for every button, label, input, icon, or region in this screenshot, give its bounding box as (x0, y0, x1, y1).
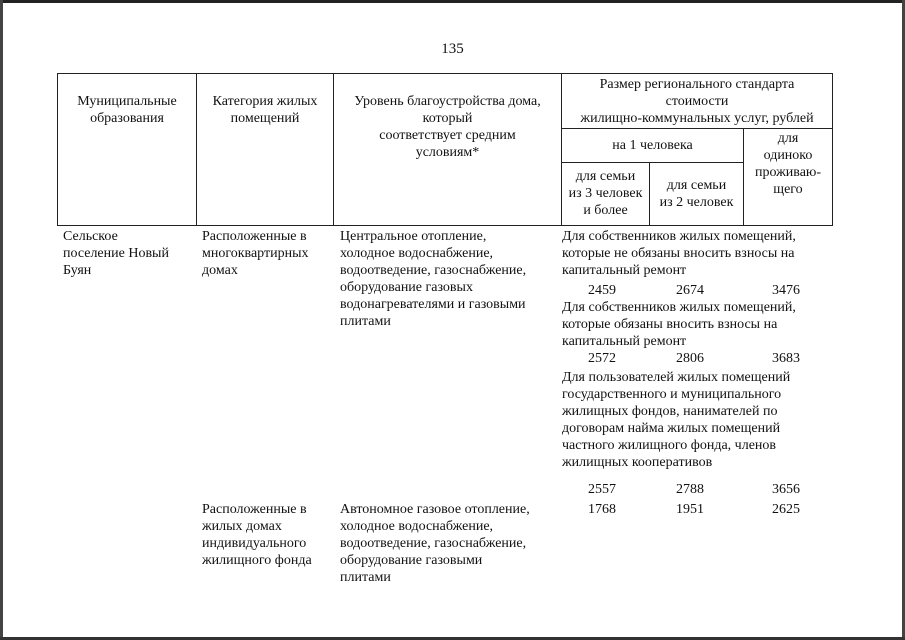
row2-value-family3: 1768 (588, 502, 616, 517)
category-individual-houses: Расположенные в жилых домах индивидуального жилищного фонда (202, 502, 312, 568)
row2-value-family2: 1951 (676, 502, 704, 517)
page-number: 135 (441, 41, 464, 57)
municipality-cell: Сельское поселение Новый Буян (63, 229, 169, 278)
header-family-3: для семьи из 3 человек и более (568, 169, 643, 218)
group2-description: Для собственников жилых помещений, которые обязаны вносить взносы на капитальный ремонт (562, 300, 796, 349)
header-improvement-level: Уровень благоустройства дома, который соответствует средним условиям* (354, 94, 541, 160)
header-standard-size: Размер регионального стандарта стоимости жилищно-коммунальных услуг, рублей (580, 77, 814, 126)
group3-value-single: 3656 (772, 482, 800, 497)
scan-left-edge (0, 0, 3, 640)
group1-description: Для собственников жилых помещений, которые не обязаны вносить взносы на капитальный ремонт (562, 229, 796, 278)
header-per-person: на 1 человека (612, 138, 693, 153)
group3-value-family3: 2557 (588, 482, 616, 497)
category-apartment-buildings: Расположенные в многоквартирных домах (202, 229, 309, 278)
scan-top-edge (0, 0, 905, 3)
group2-value-family3: 2572 (588, 351, 616, 366)
header-family-2: для семьи из 2 человек (659, 178, 734, 210)
header-single-living: для одиноко проживаю- щего (754, 131, 822, 197)
group2-value-family2: 2806 (676, 351, 704, 366)
improvement-level-central: Центральное отопление, холодное водоснабжение, водоотведение, газоснабжение, оборудование газовых водонагревателями и газовыми плитами (340, 229, 527, 329)
group1-value-family2: 2674 (676, 283, 704, 298)
group1-value-family3: 2459 (588, 283, 616, 298)
header-municipalities: Муниципальные образования (77, 94, 177, 126)
group1-value-single: 3476 (772, 283, 800, 298)
improvement-level-autonomous: Автономное газовое отопление, холодное водоснабжение, водоотведение, газоснабжение, оборудование газовыми плитами (340, 502, 530, 585)
group2-value-single: 3683 (772, 351, 800, 366)
header-category: Категория жилых помещений (212, 94, 318, 126)
row2-value-single: 2625 (772, 502, 800, 517)
group3-value-family2: 2788 (676, 482, 704, 497)
group3-description: Для пользователей жилых помещений государственного и муниципального жилищных фондов, нанимателей по договорам найма жилых помещений частного жилищного фонда, членов жилищных кооперативов (562, 370, 791, 470)
